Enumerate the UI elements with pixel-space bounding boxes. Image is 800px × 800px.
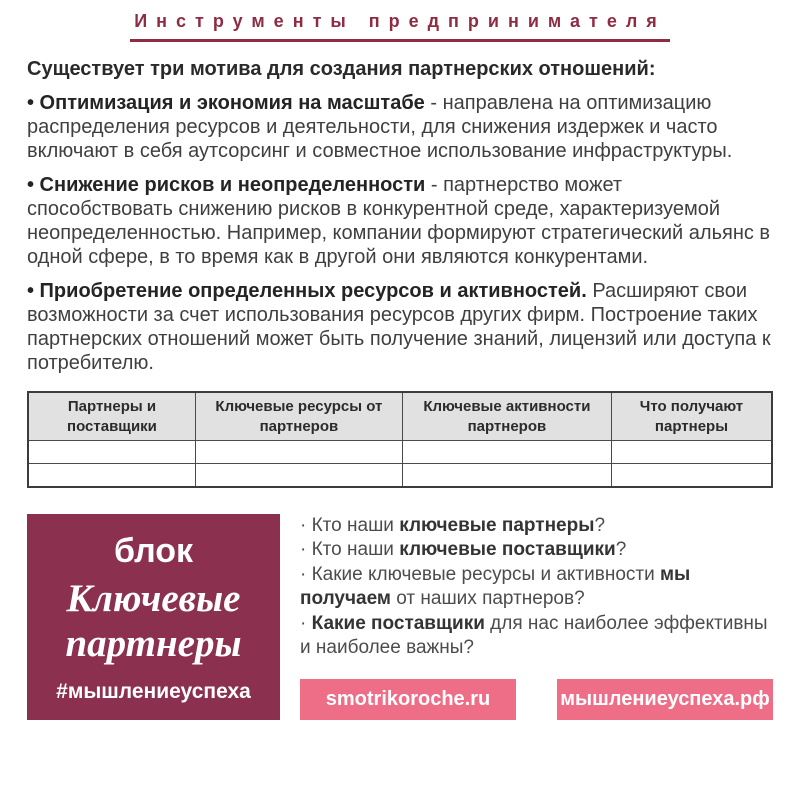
question-1-post: ? (594, 514, 606, 536)
questions-list (300, 514, 773, 661)
bottom-section (27, 514, 773, 720)
body-copy (27, 58, 773, 720)
question-3-pre: · Какие ключевые ресурсы и активности (300, 563, 660, 585)
hashtag-label: #мышлениеуспеха (56, 679, 251, 703)
title-underline (130, 39, 670, 42)
block-title (65, 576, 241, 667)
block-title-line1: Ключевые (66, 576, 241, 620)
motive-bullet-2-text: - партнерство может способствовать снижению рисков в конкурентной среде, характеризуемой неопределенностью. Например, компании формируют стратегический альянс в одной сфере, в то время как в другой они являются конкурентами. (27, 174, 771, 268)
questions-column (300, 514, 773, 720)
question-3-bold: мы получаем (300, 563, 691, 609)
question-2-post: ? (615, 539, 627, 560)
block-title-line2: партнеры (65, 622, 242, 666)
intro-heading: Существует три мотива для создания партнерских отношений: (27, 58, 656, 80)
table-empty-cell (611, 464, 772, 487)
question-2-pre: · Кто наши (300, 539, 400, 560)
table-empty-cell (195, 441, 402, 464)
site-link-button-myshlenieuspeha[interactable]: мышлениеуспеха.рф (557, 679, 773, 720)
masthead (27, 11, 773, 42)
table-empty-cell (28, 464, 195, 487)
table-empty-cell (611, 441, 772, 464)
question-3-post: от наших партнеров? (390, 588, 585, 609)
question-item-3 (300, 563, 773, 612)
table-header-partners: Партнеры и поставщики (28, 392, 195, 441)
question-item-1 (300, 514, 773, 539)
question-4-bold: Какие поставщики (311, 612, 485, 634)
key-partners-block-card (27, 514, 280, 720)
question-4-post: для нас наиболее эффективны и наиболее важны? (300, 612, 768, 658)
site-links-row (300, 679, 773, 720)
question-1-bold: ключевые партнеры (399, 514, 595, 536)
motive-bullet-2 (27, 173, 773, 269)
table-empty-cell (195, 464, 402, 487)
motive-bullet-3-text: Расширяют свои возможности за счет использования ресурсов других фирм. Построение таких партнерских отношений может быть получение знаний, лицензий или доступа к потребителю. (27, 280, 771, 374)
question-2-bold: ключевые поставщики (399, 539, 616, 560)
question-4-pre: · (300, 612, 312, 634)
motive-bullet-1-text: - направлена на оптимизацию распределения ресурсов и деятельности, для снижения издержек и часто включают в себя аутсорсинг и совместное использование инфраструктуры. (27, 92, 733, 162)
table-empty-cell (402, 441, 611, 464)
motive-bullet-2-lead: • Снижение рисков и неопределенности (27, 174, 426, 196)
table-empty-cell (28, 441, 195, 464)
table-header-key-resources: Ключевые ресурсы от партнеров (195, 392, 402, 441)
table-empty-cell (402, 464, 611, 487)
table-row (28, 464, 772, 487)
question-item-4 (300, 612, 773, 661)
motive-bullet-3 (27, 279, 773, 375)
table-header-row (28, 392, 772, 441)
block-label: блок (113, 531, 194, 570)
motive-bullet-1 (27, 91, 773, 163)
partners-worksheet-table (27, 391, 773, 488)
site-link-button-smotrikoroche[interactable]: smotrikoroche.ru (300, 679, 516, 720)
motive-bullet-3-lead: • Приобретение определенных ресурсов и активностей. (27, 280, 587, 302)
question-1-pre: · Кто наши (300, 514, 400, 536)
question-item-2 (300, 538, 773, 563)
page-title: Инструменты предпринимателя (134, 11, 666, 31)
motive-bullet-1-lead: • Оптимизация и экономия на масштабе (27, 92, 425, 114)
table-header-partners-get: Что получают партнеры (611, 392, 772, 441)
table-row (28, 441, 772, 464)
table-header-key-activities: Ключевые активности партнеров (402, 392, 611, 441)
